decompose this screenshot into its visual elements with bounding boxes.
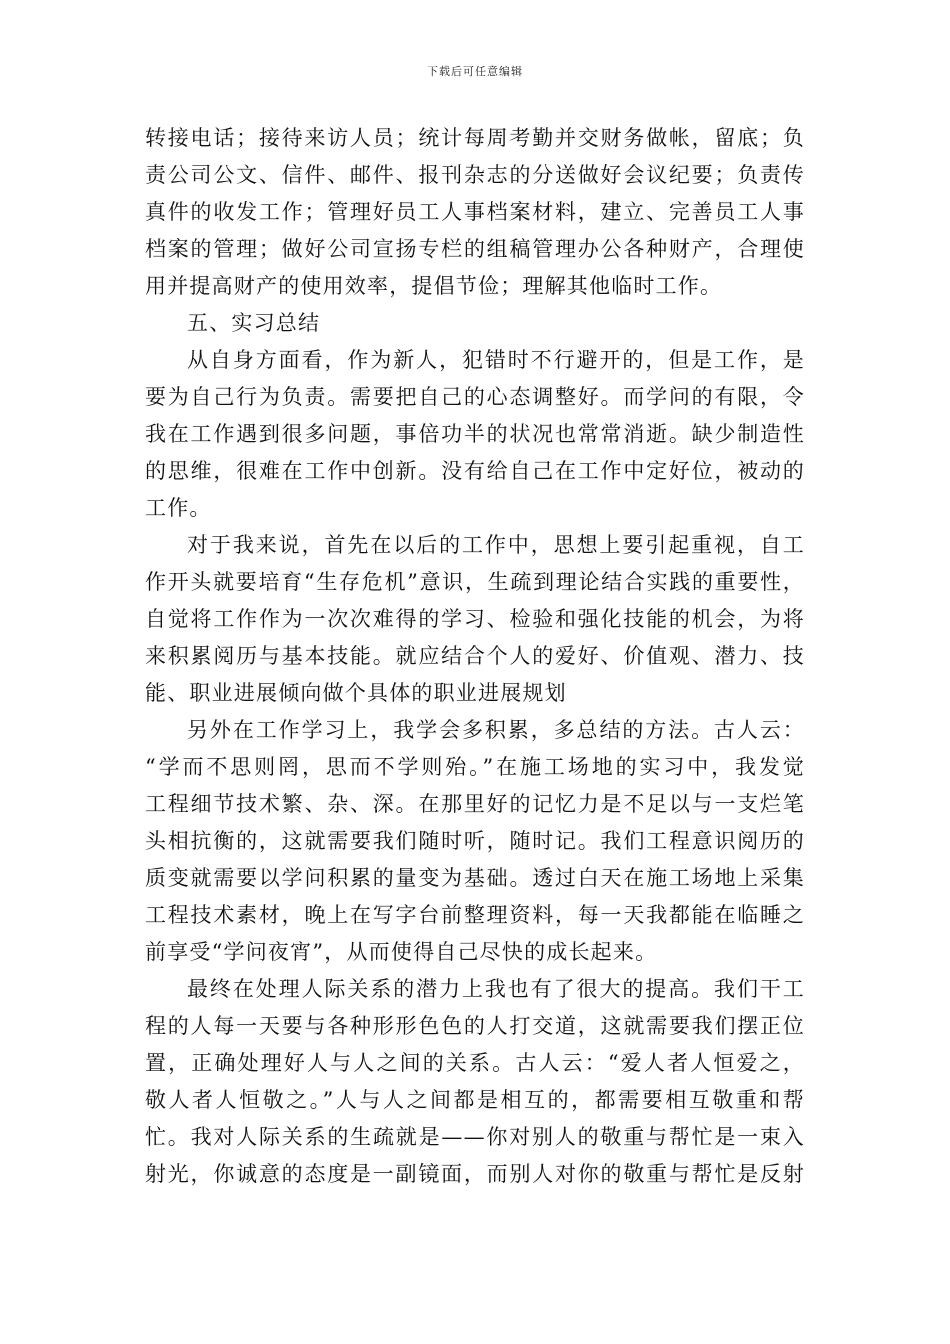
text-line: 程的人每一天要与各种形形色色的人打交道，这就需要我们摆正位 (145, 1014, 805, 1038)
text-line: 另外在工作学习上，我学会多积累，多总结的方法。古人云： (187, 718, 805, 742)
text-line: 置，正确处理好人与人之间的关系。古人云：“爱人者人恒爱之， (145, 1051, 805, 1075)
text-line: 责公司公文、信件、邮件、报刊杂志的分送做好会议纪要；负责传 (145, 163, 805, 187)
text-line: 工程细节技术繁、杂、深。在那里好的记忆力是不足以与一支烂笔 (145, 792, 805, 816)
text-line: 我在工作遇到很多问题，事倍功半的状况也常常消逝。缺少制造性 (145, 422, 805, 446)
text-line: 作开头就要培育“生存危机”意识，生疏到理论结合实践的重要性， (145, 570, 805, 594)
text-line: 忙。我对人际关系的生疏就是——你对别人的敬重与帮忙是一束入 (145, 1125, 805, 1149)
text-line: “学而不思则罔，思而不学则殆。”在施工场地的实习中，我发觉 (145, 755, 805, 779)
text-line: 质变就需要以学问积累的量变为基础。透过白天在施工场地上采集 (145, 866, 805, 890)
text-line: 能、职业进展倾向做个具体的职业进展规划 (145, 681, 567, 705)
text-line: 用并提高财产的使用效率，提倡节俭；理解其他临时工作。 (145, 274, 723, 298)
text-line: 的思维，很难在工作中创新。没有给自己在工作中定好位，被动的 (145, 459, 805, 483)
text-line: 来积累阅历与基本技能。就应结合个人的爱好、价值观、潜力、技 (145, 644, 805, 668)
text-line: 头相抗衡的，这就需要我们随时听，随时记。我们工程意识阅历的 (145, 829, 805, 853)
text-line: 敬人者人恒敬之。”人与人之间都是相互的，都需要相互敬重和帮 (145, 1088, 805, 1112)
text-line: 从自身方面看，作为新人，犯错时不行避开的，但是工作，是 (187, 348, 805, 372)
text-line: 档案的管理；做好公司宣扬专栏的组稿管理办公各种财产，合理使 (145, 237, 805, 261)
text-line: 工作。 (145, 496, 212, 520)
section-heading: 五、实习总结 (187, 311, 321, 335)
text-line: 要为自己行为负责。需要把自己的心态调整好。而学问的有限，令 (145, 385, 805, 409)
text-line: 工程技术素材，晚上在写字台前整理资料，每一天我都能在临睡之 (145, 903, 805, 927)
page-header: 下载后可任意编辑 (427, 65, 523, 78)
text-line: 自觉将工作作为一次次难得的学习、检验和强化技能的机会，为将 (145, 607, 805, 631)
document-body (145, 120, 805, 1193)
text-line: 对于我来说，首先在以后的工作中，思想上要引起重视，自工 (187, 533, 805, 557)
text-line: 转接电话；接待来访人员；统计每周考勤并交财务做帐，留底；负 (145, 126, 805, 150)
text-line: 真件的收发工作；管理好员工人事档案材料，建立、完善员工人事 (145, 200, 805, 224)
text-line: 最终在处理人际关系的潜力上我也有了很大的提高。我们干工 (187, 977, 805, 1001)
text-line: 前享受“学问夜宵”，从而使得自己尽快的成长起来。 (145, 940, 658, 964)
text-line: 射光，你诚意的态度是一副镜面，而别人对你的敬重与帮忙是反射 (145, 1162, 805, 1186)
